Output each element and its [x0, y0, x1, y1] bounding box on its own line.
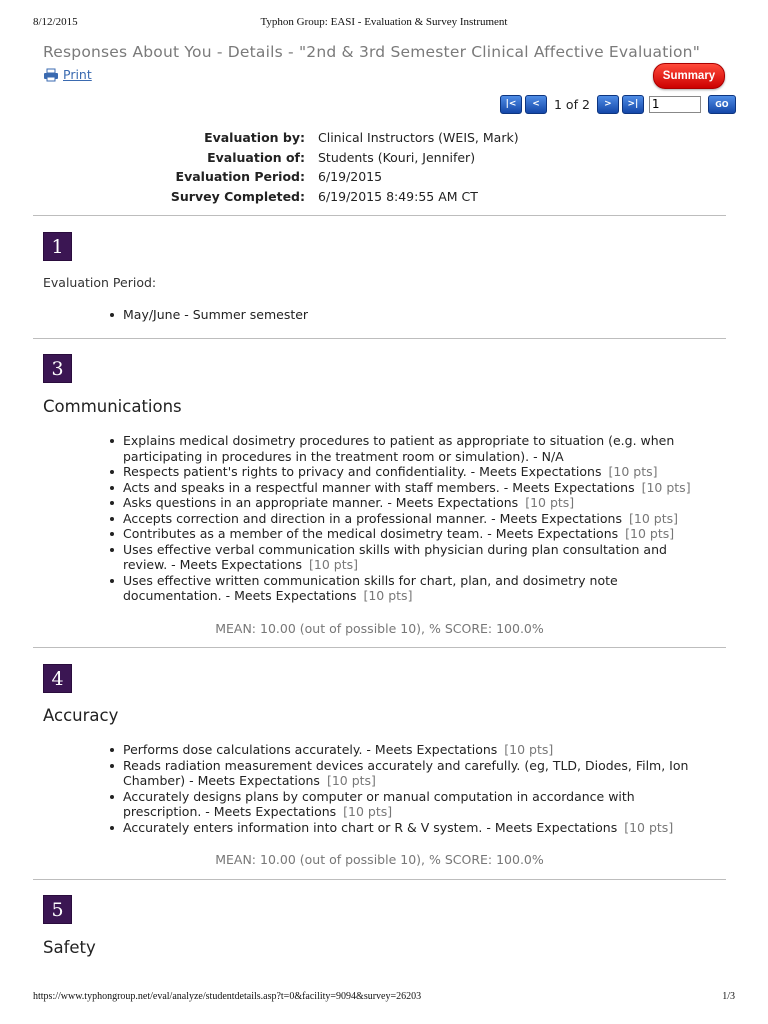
answer-text: May/June - Summer semester — [123, 307, 309, 322]
section-title: Safety — [43, 938, 96, 957]
question-number-badge: 4 — [43, 664, 72, 693]
points-label: [10 pts] — [363, 588, 413, 603]
meta-value: Clinical Instructors (WEIS, Mark) — [318, 130, 519, 145]
page-title: Responses About You - Details - "2nd & 3rd Semester Clinical Affective Evaluation" — [43, 43, 701, 61]
list-item — [123, 789, 698, 820]
print-url: https://www.typhongroup.net/eval/analyze/studentdetails.asp?t=0&facility=9094&survey=26203 — [33, 991, 422, 1002]
item-text: Contributes as a member of the medical dosimetry team. - Meets Expectations — [123, 526, 619, 541]
summary-button[interactable]: Summary — [653, 63, 725, 89]
meta-label: Survey Completed: — [170, 188, 305, 204]
points-label: [10 pts] — [326, 773, 376, 788]
go-button[interactable]: GO — [708, 95, 736, 114]
prev-page-button[interactable]: < — [525, 95, 547, 114]
mean-score: MEAN: 10.00 (out of possible 10), % SCORE: 100.0% — [215, 621, 544, 636]
question-label: Evaluation Period: — [43, 275, 157, 290]
last-page-button[interactable]: >| — [622, 95, 644, 114]
item-text: Asks questions in an appropriate manner. - Meets Expectations — [123, 495, 519, 510]
meta-label: Evaluation Period: — [175, 169, 305, 184]
question-number-badge: 5 — [43, 895, 72, 924]
section-title: Communications — [43, 397, 182, 416]
next-page-button[interactable]: > — [597, 95, 619, 114]
points-label: [10 pts] — [624, 819, 674, 835]
print-link-label[interactable]: Print — [63, 67, 92, 82]
list-item — [123, 495, 698, 511]
list-item — [123, 511, 698, 527]
points-label: [10 pts] — [504, 742, 554, 757]
meta-label: Evaluation of: — [207, 149, 305, 165]
item-text: Acts and speaks in a respectful manner with staff members. - Meets Expectations — [123, 479, 635, 495]
points-label: [10 pts] — [625, 526, 675, 541]
meta-value: Students (Kouri, Jennifer) — [318, 149, 476, 165]
meta-row — [43, 130, 723, 150]
points-label: [10 pts] — [343, 804, 393, 819]
meta-value: 6/19/2015 8:49:55 AM CT — [318, 188, 478, 204]
section-title: Accuracy — [43, 706, 119, 725]
question-number-badge: 1 — [43, 232, 72, 261]
item-text: Reads radiation measurement devices accurately and carefully. (eg, TLD, Diodes, Film, Ion Chamber) - Meets Expectations — [123, 757, 689, 788]
evaluation-details — [43, 130, 723, 208]
list-item — [123, 480, 698, 496]
item-text: Accepts correction and direction in a professional manner. - Meets Expectations — [123, 510, 622, 526]
print-date: 8/12/2015 — [33, 16, 78, 28]
item-text: Performs dose calculations accurately. - Meets Expectations — [123, 742, 498, 757]
list-item — [123, 433, 698, 464]
pager — [500, 94, 736, 114]
list-item — [123, 307, 698, 323]
print-page-number: 1/3 — [722, 991, 735, 1002]
list-item — [123, 820, 698, 836]
list-item — [123, 758, 698, 789]
item-text: Explains medical dosimetry procedures to patient as appropriate to situation (e.g. when participating in procedures in the treatment room or simulation). - N/A — [123, 433, 675, 464]
section-divider — [33, 879, 726, 880]
print-link[interactable] — [43, 67, 92, 82]
item-text: Accurately designs plans by computer or manual computation in accordance with prescription. - Meets Expectations — [123, 788, 635, 819]
print-document-title: Typhon Group: EASI - Evaluation & Survey Instrument — [260, 16, 508, 28]
points-label: [10 pts] — [641, 479, 691, 495]
points-label: [10 pts] — [525, 495, 575, 510]
meta-row — [43, 169, 723, 189]
points-label: [10 pts] — [629, 510, 678, 526]
meta-label: Evaluation by: — [204, 130, 305, 145]
meta-row — [43, 189, 723, 209]
meta-value: 6/19/2015 — [318, 169, 383, 184]
item-text: Respects patient's rights to privacy and confidentiality. - Meets Expectations — [123, 464, 602, 479]
question-number-badge: 3 — [43, 354, 72, 383]
printer-icon — [43, 68, 59, 82]
points-label: [10 pts] — [309, 557, 358, 572]
section-divider — [33, 215, 726, 216]
list-item — [123, 742, 698, 758]
page-number-input[interactable] — [649, 96, 701, 113]
section-divider — [33, 647, 726, 648]
item-text: Accurately enters information into chart or R & V system. - Meets Expectations — [123, 819, 618, 835]
mean-score: MEAN: 10.00 (out of possible 10), % SCORE: 100.0% — [215, 852, 544, 867]
meta-row — [43, 150, 723, 170]
first-page-button[interactable]: |< — [500, 95, 522, 114]
criteria-list — [123, 742, 698, 835]
list-item — [123, 573, 698, 604]
section-divider — [33, 338, 726, 339]
page-position: 1 of 2 — [554, 96, 590, 112]
item-text: Uses effective verbal communication skills with physician during plan consultation and review. - Meets Expectations — [123, 541, 667, 572]
item-text: Uses effective written communication skills for chart, plan, and dosimetry note documentation. - Meets Expectations — [123, 572, 618, 603]
criteria-list — [123, 433, 698, 604]
list-item — [123, 526, 698, 542]
points-label: [10 pts] — [608, 464, 658, 479]
list-item — [123, 542, 698, 573]
answer-list — [123, 307, 698, 323]
list-item — [123, 464, 698, 480]
